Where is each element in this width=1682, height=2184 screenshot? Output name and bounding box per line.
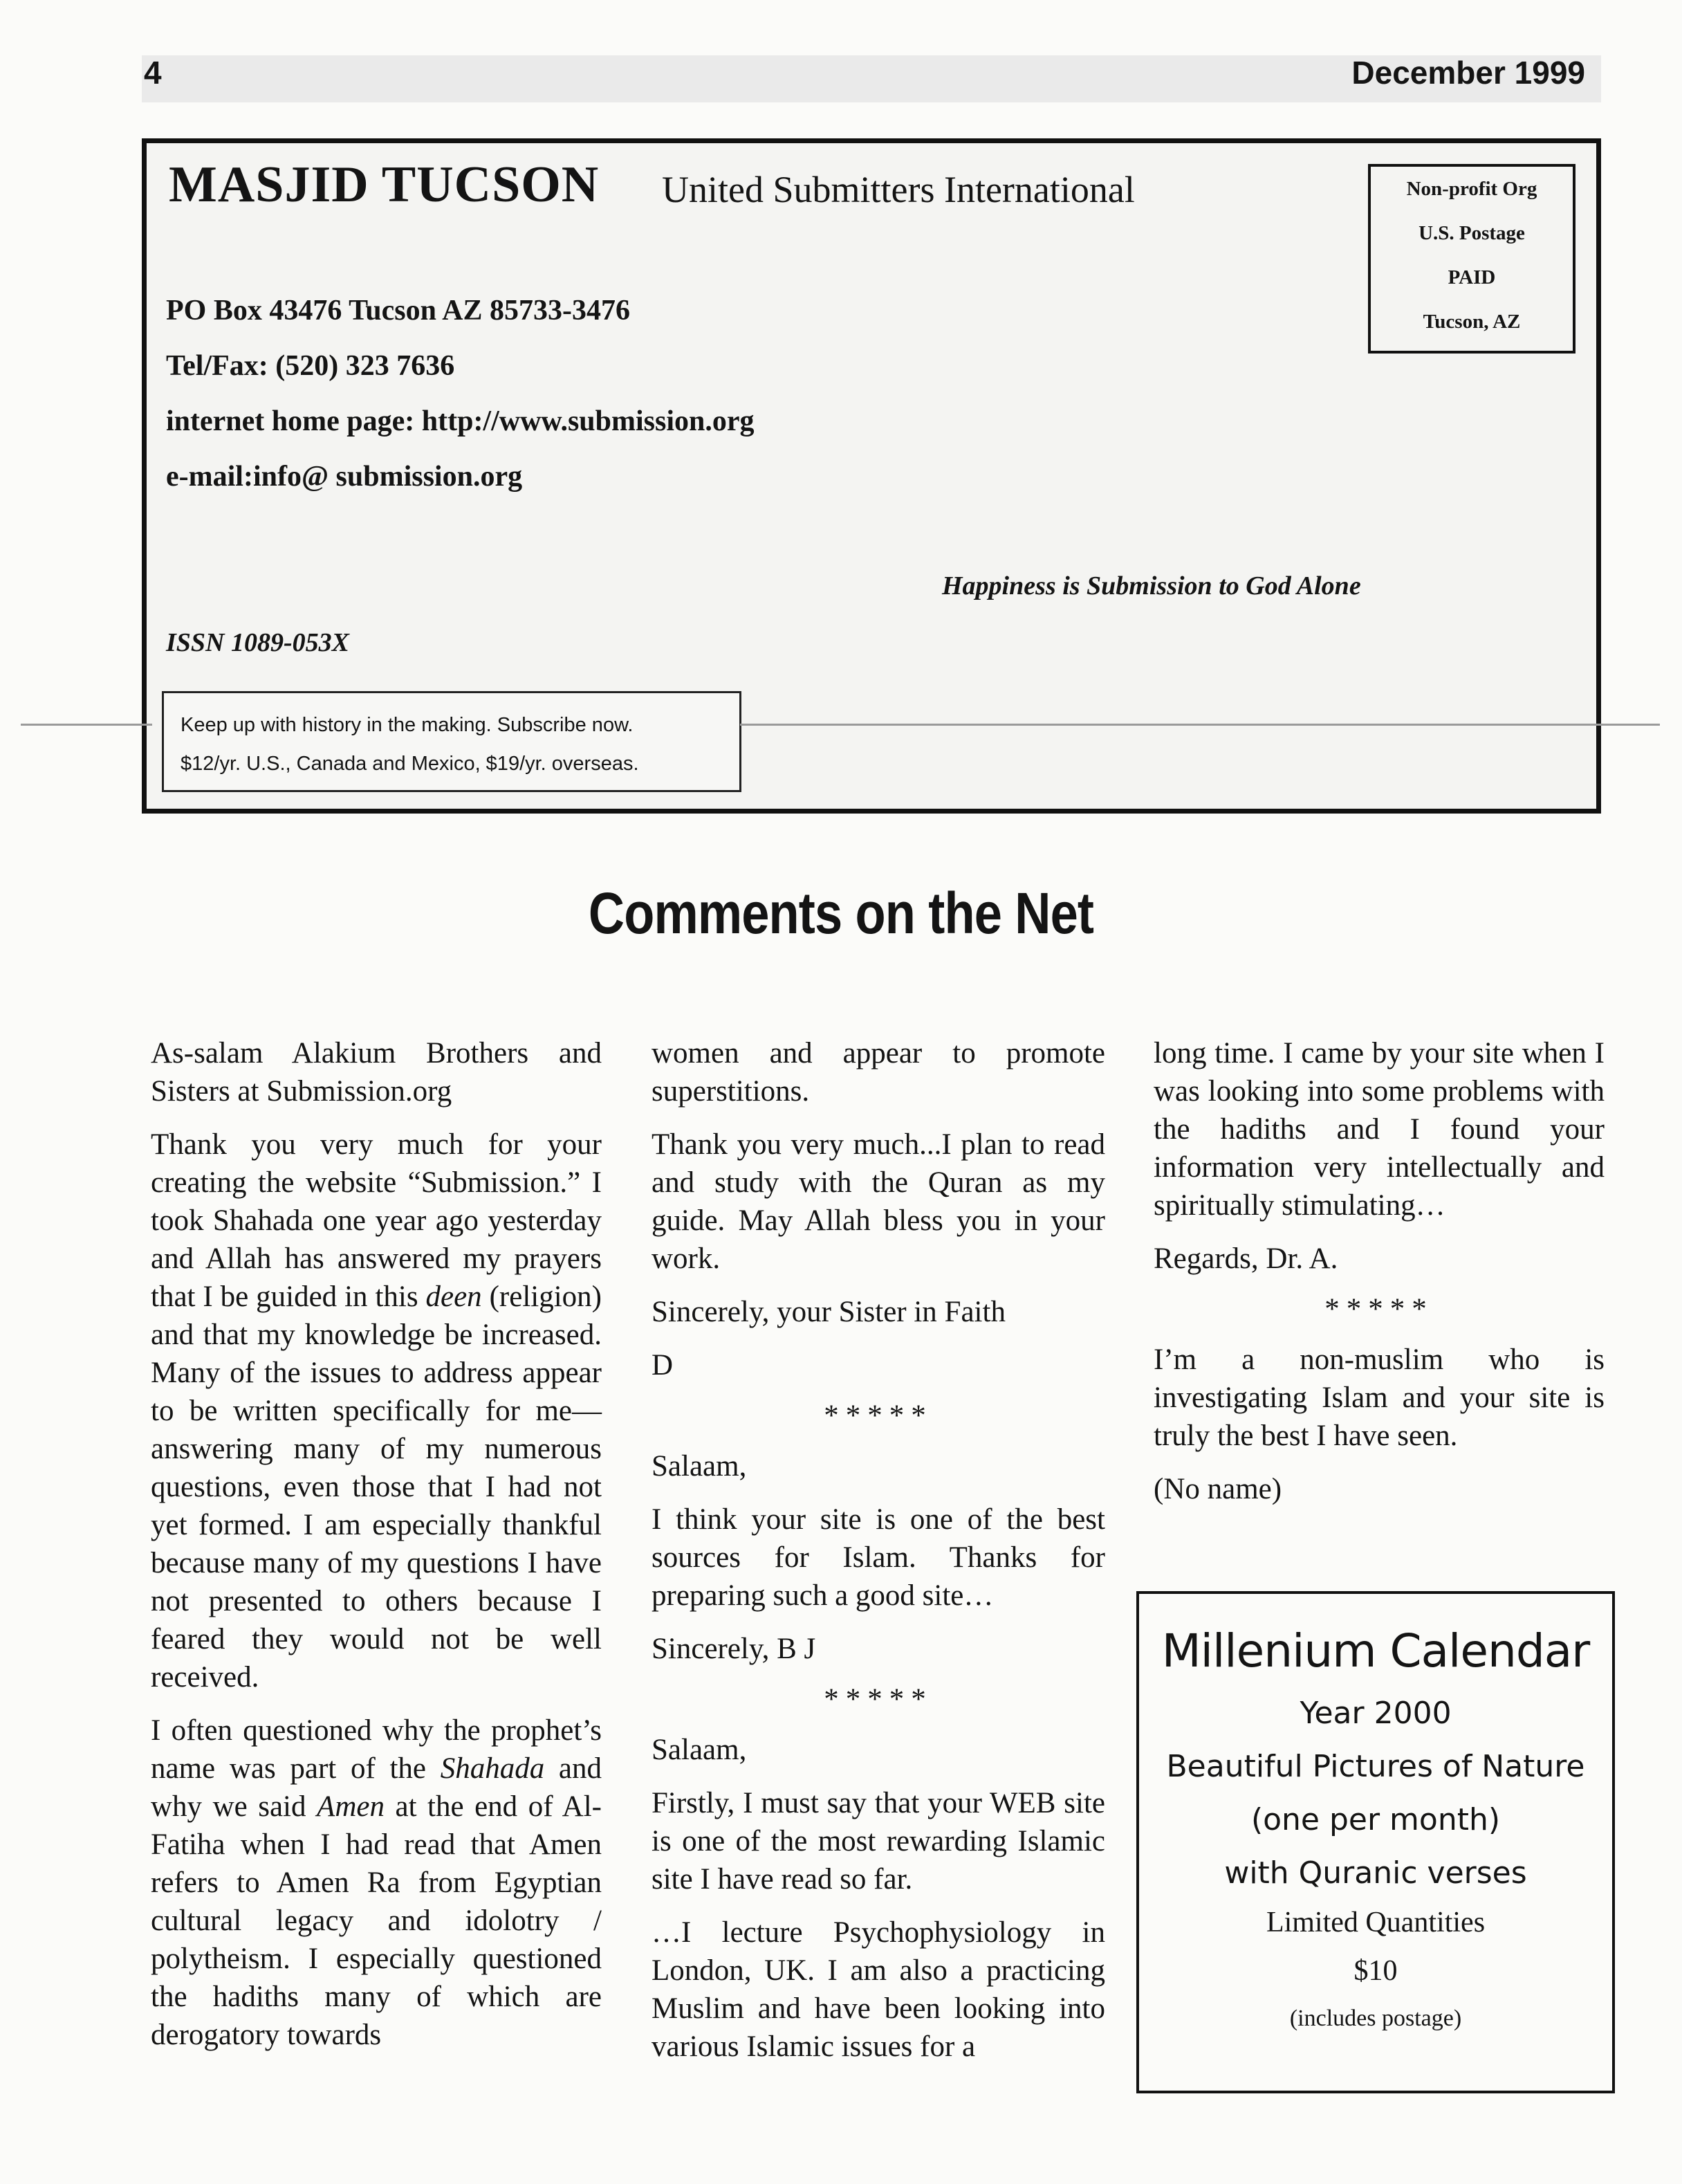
paragraph: Firstly, I must say that your WEB site is one of the most rewarding Islamic site I have read so far. [651, 1787, 1105, 1896]
fold-line [21, 724, 152, 726]
postage-indicia [1368, 164, 1575, 354]
column-1 [151, 1034, 602, 2069]
column-3 [1154, 1034, 1605, 1523]
signoff: Regards, Dr. A. [1154, 1242, 1338, 1275]
greeting: Salaam, [651, 1450, 747, 1483]
signature: D [651, 1349, 674, 1382]
separator-stars: ***** [824, 1400, 933, 1432]
calendar-price: $10 [1353, 1955, 1398, 1987]
paragraph: I’m a non-muslim who is investigating Islam and your site is truly the best I have seen. [1154, 1343, 1605, 1452]
postage-line: U.S. Postage [1418, 222, 1525, 244]
page-number: 4 [144, 55, 162, 91]
signoff: (No name) [1154, 1473, 1282, 1505]
mailing-label-box [142, 138, 1601, 814]
paragraph: I often questioned why the prophet’s name was part of the Shahada and why we said Amen at the end of Al-Fatiha when I had read that Amen refers to Amen Ra from Egyptian cultural legacy and idolotry / polytheism. I especially questioned the hadiths many of which are derogatory towards [151, 1714, 602, 2051]
subscribe-box [162, 691, 741, 792]
greeting: Salaam, [651, 1734, 747, 1766]
tagline: Happiness is Submission to God Alone [942, 571, 1361, 600]
issue-date: December 1999 [1351, 55, 1585, 91]
postage-line: Tucson, AZ [1423, 311, 1521, 333]
phone-fax: Tel/Fax: (520) 323 7636 [166, 350, 455, 382]
paragraph: Thank you very much for your creating the website “Submission.” I took Shahada one year ago yesterday and Allah has answered my prayers that I be guided in this deen (religion) and that my knowledge be increased. Many of the issues to address appear to be written specifically for me—answering many of my numerous questions, even those that I had not yet formed. I am especially thankful because many of my questions I have not presented to others because I feared they would not be well received. [151, 1128, 602, 1694]
paragraph: long time. I came by your site when I was looking into some problems with the hadiths and I found your information very intellectually and spiritually stimulating… [1154, 1037, 1605, 1222]
calendar-desc: (one per month) [1250, 1802, 1501, 1837]
email-address[interactable]: e-mail:info@ submission.org [166, 461, 523, 493]
separator-stars: ***** [824, 1683, 933, 1716]
calendar-quantity: Limited Quantities [1266, 1907, 1486, 1938]
separator-stars: ***** [1324, 1293, 1434, 1325]
homepage-url[interactable]: internet home page: http://www.submission.org [166, 405, 755, 437]
masthead-org: United Submitters International [662, 169, 1135, 210]
greeting: As-salam Alakium Brothers and Sisters at Submission.org [151, 1037, 602, 1108]
issn: ISSN 1089-053X [166, 628, 349, 657]
calendar-desc: Beautiful Pictures of Nature [1166, 1749, 1585, 1784]
signoff: Sincerely, your Sister in Faith [651, 1296, 1006, 1328]
calendar-year: Year 2000 [1300, 1696, 1452, 1731]
paragraph: women and appear to promote superstitions. [651, 1037, 1105, 1108]
paragraph: Thank you very much...I plan to read and study with the Quran as my guide. May Allah bless you in your work. [651, 1128, 1105, 1275]
calendar-title: Millenium Calendar [1161, 1624, 1590, 1678]
calendar-desc: with Quranic verses [1224, 1855, 1527, 1891]
postage-line: PAID [1448, 266, 1496, 288]
subscribe-line: Keep up with history in the making. Subscribe now. [181, 714, 634, 736]
masthead-name: MASJID TUCSON [169, 156, 600, 213]
postal-address: PO Box 43476 Tucson AZ 85733-3476 [166, 295, 630, 327]
paragraph: …I lecture Psychophysiology in London, UK. I am also a practicing Muslim and have been looking into various Islamic issues for a [651, 1916, 1105, 2063]
postage-line: Non-profit Org [1406, 178, 1537, 200]
article-title: Comments on the Net [588, 881, 1094, 946]
fold-line [740, 724, 1660, 726]
signoff: Sincerely, B J [651, 1633, 816, 1665]
subscribe-price: $12/yr. U.S., Canada and Mexico, $19/yr. overseas. [181, 753, 639, 775]
paragraph: I think your site is one of the best sources for Islam. Thanks for preparing such a good site… [651, 1503, 1105, 1612]
column-2 [651, 1034, 1105, 2081]
calendar-ad [1136, 1591, 1615, 2093]
calendar-note: (includes postage) [1289, 2006, 1462, 2031]
